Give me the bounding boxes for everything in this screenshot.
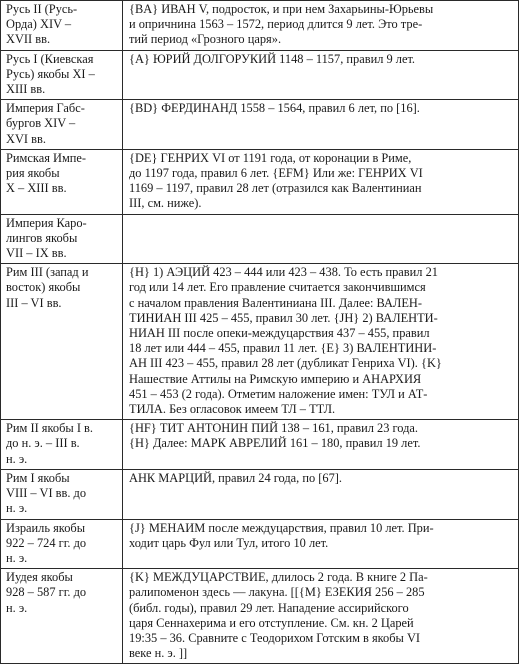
period-line: Русь I (Киевская	[6, 51, 94, 66]
period-line: III – VI вв.	[6, 295, 62, 310]
description-line: ТИНИАН III 425 – 455, правил 30 лет. {JH} 2) ВАЛЕНТИ-	[129, 310, 438, 325]
period-line: Рим I якобы	[6, 470, 70, 485]
description-line: царя Сеннахерима и его отступление. См. кн. 2 Царей	[129, 615, 414, 630]
ruler-description-cell	[123, 264, 519, 420]
period-line: 928 – 587 гг. до	[6, 585, 87, 600]
period-cell	[1, 1, 123, 51]
period-line: Русь II (Русь-	[6, 2, 78, 16]
description-line: и опричнина 1563 – 1572, период длится 9 лет. Это тре-	[129, 17, 423, 32]
period-cell	[1, 569, 123, 664]
description-line: {BD} ФЕРДИНАНД 1558 – 1564, правил 6 лет, по [16].	[129, 101, 420, 116]
period-line: 922 – 724 гг. до	[6, 535, 87, 550]
table-row	[1, 1, 519, 51]
period-line: VIII – VI вв. до	[6, 486, 87, 501]
description-line: до 1197 года, правил 6 лет. {EFM} Или же: ГЕНРИХ VI	[129, 166, 423, 181]
table-row	[1, 50, 519, 100]
table-row	[1, 469, 519, 519]
period-line: Иудея якобы	[6, 570, 73, 585]
description-line: ТИЛА. Без огласовок имеем ТЛ – ТТЛ.	[129, 402, 336, 417]
description-line: 1169 – 1197, правил 28 лет (отразился как Валентиниан	[129, 181, 422, 196]
description-line: {BA} ИВАН V, подросток, и при нем Захарьины-Юрьевы	[129, 2, 434, 16]
ruler-description-cell	[123, 50, 519, 100]
table-row	[1, 264, 519, 420]
period-line: Орда) XIV –	[6, 17, 72, 32]
period-line: рия якобы	[6, 166, 60, 181]
period-cell	[1, 264, 123, 420]
table-row	[1, 214, 519, 264]
description-line: ходит царь Фул или Тул, итого 10 лет.	[129, 535, 329, 550]
description-line: 18 лет или 444 – 455, правил 11 лет. {E} 3) ВАЛЕНТИНИ-	[129, 341, 437, 356]
description-line: 451 – 453 (2 года). Отметим наложение имен: ТУЛ и АТ-	[129, 386, 428, 401]
description-line: 19:35 – 36. Сравните с Теодорихом Готским в якобы VI	[129, 630, 421, 645]
description-line: {A} ЮРИЙ ДОЛГОРУКИЙ 1148 – 1157, правил 9 лет.	[129, 51, 416, 66]
description-line: ралипоменон здесь — лакуна. [[{M} ЕЗЕКИЯ 256 – 285	[129, 585, 425, 600]
table-row	[1, 569, 519, 664]
period-line: Империя Каро-	[6, 215, 87, 230]
period-line: Рим II якобы I в.	[6, 421, 93, 436]
description-line: {DE} ГЕНРИХ VI от 1191 года, от коронации в Риме,	[129, 150, 412, 165]
period-line: XVII вв.	[6, 32, 51, 47]
description-line: {J} МЕНАИМ после междуцарствия, правил 10 лет. При-	[129, 520, 434, 535]
period-line: Русь) якобы XI –	[6, 66, 95, 81]
ruler-description-cell	[123, 519, 519, 569]
ruler-description-cell	[123, 149, 519, 214]
description-line: III, см. ниже).	[129, 196, 202, 211]
ruler-description-cell	[123, 214, 519, 264]
table-row	[1, 149, 519, 214]
ruler-description-cell	[123, 100, 519, 150]
table-row	[1, 100, 519, 150]
period-cell	[1, 519, 123, 569]
description-line: АН III 423 – 455, правил 28 лет (дубликат Генриха VI). {K}	[129, 356, 442, 371]
description-line: год или 14 лет. Его правление считается закончившимся	[129, 280, 426, 295]
table-body	[1, 1, 519, 664]
description-line: веке н. э. ]]	[129, 646, 188, 661]
period-line: н. э.	[6, 550, 28, 565]
period-line: бургов XIV –	[6, 116, 76, 131]
period-line: н. э.	[6, 451, 28, 466]
ruler-description-cell	[123, 1, 519, 51]
ruler-description-cell	[123, 569, 519, 664]
period-line: X – XIII вв.	[6, 181, 67, 196]
ruler-description-cell	[123, 420, 519, 470]
period-line: до н. э. – III в.	[6, 436, 80, 451]
description-line: {H} 1) АЭЦИЙ 423 – 444 или 423 – 438. То есть правил 21	[129, 265, 438, 280]
ruler-description-cell	[123, 469, 519, 519]
description-line: {K} МЕЖДУЦАРСТВИЕ, длилось 2 года. В книге 2 Па-	[129, 570, 428, 585]
period-line: VII – IX вв.	[6, 246, 67, 261]
period-cell	[1, 420, 123, 470]
period-line: XVI вв.	[6, 131, 46, 146]
description-line: (библ. годы), правил 29 лет. Нападение ассирийского	[129, 600, 409, 615]
description-line: {H} Далее: МАРК АВРЕЛИЙ 161 – 180, правил 19 лет.	[129, 436, 421, 451]
period-line: лингов якобы	[6, 230, 78, 245]
period-line: XIII вв.	[6, 82, 46, 97]
period-cell	[1, 469, 123, 519]
period-cell	[1, 50, 123, 100]
period-line: н. э.	[6, 501, 28, 516]
description-line: НИАН III после опеки-междуцарствия 437 – 455, правил	[129, 326, 430, 341]
description-line: тий период «Грозного царя».	[129, 32, 282, 47]
description-line: АНК МАРЦИЙ, правил 24 года, по [67].	[129, 470, 343, 485]
table-row	[1, 420, 519, 470]
period-line: восток) якобы	[6, 280, 81, 295]
period-cell	[1, 214, 123, 264]
description-line: с началом правления Валентиниана III. Далее: ВАЛЕН-	[129, 295, 422, 310]
description-line: {HF} ТИТ АНТОНИН ПИЙ 138 – 161, правил 23 года.	[129, 421, 418, 436]
period-cell	[1, 149, 123, 214]
period-line: Рим III (запад и	[6, 265, 89, 280]
period-cell	[1, 100, 123, 150]
period-line: Римская Импе-	[6, 150, 87, 165]
period-line: Империя Габс-	[6, 101, 85, 116]
table-row	[1, 519, 519, 569]
description-line: Нашествие Аттилы на Римскую империю и АНАРХИЯ	[129, 371, 422, 386]
period-line: Израиль якобы	[6, 520, 86, 535]
period-line: н. э.	[6, 600, 28, 615]
